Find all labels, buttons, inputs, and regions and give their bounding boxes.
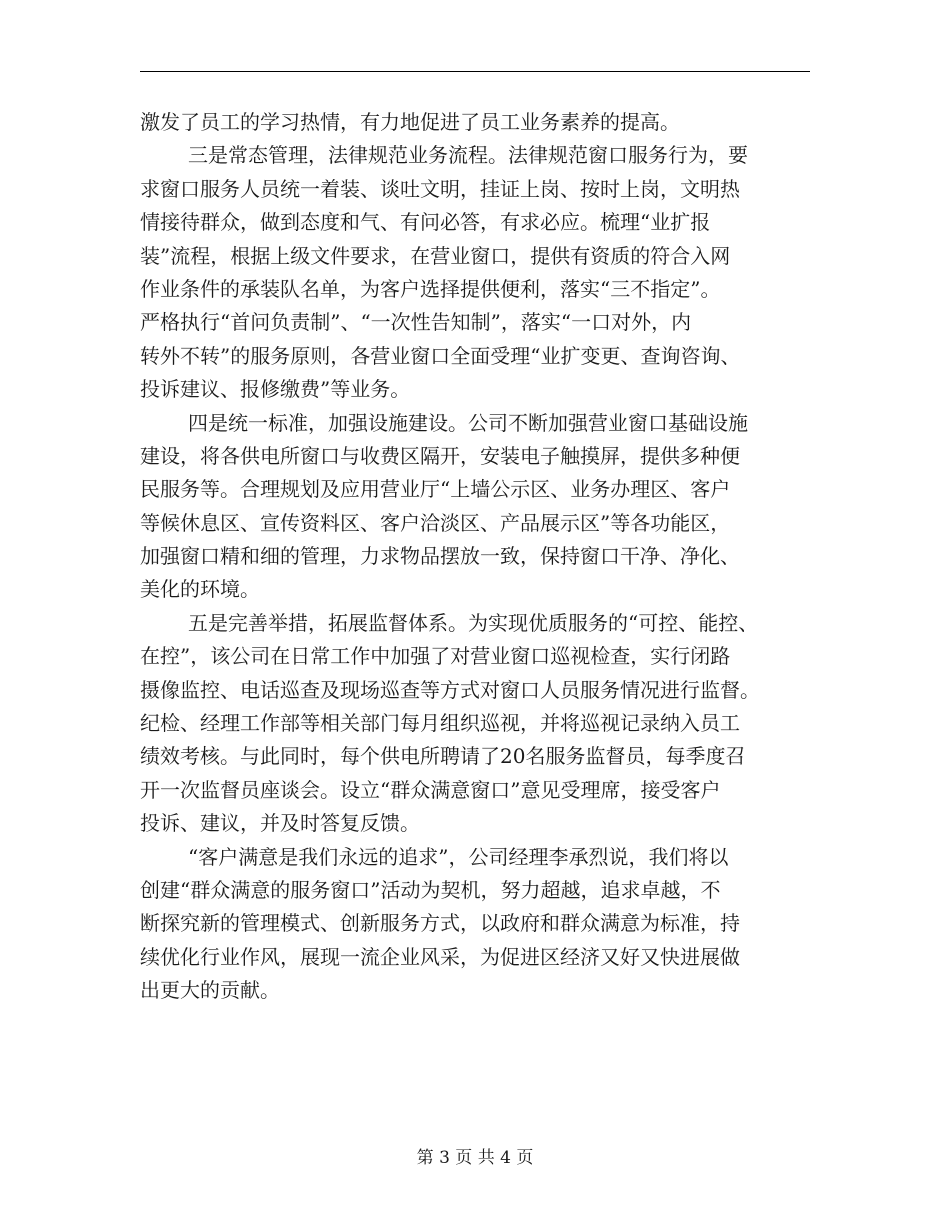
text-line: 美化的环境。 — [140, 577, 260, 602]
text-line: 在控”，该公司在日常工作中加强了对营业窗口巡视检查，实行闭路 — [140, 644, 731, 669]
text-line: 续优化行业作风，展现一流企业风采，为促进区经济又好又快进展做 — [140, 944, 740, 969]
body-text — [140, 106, 810, 1008]
text-line: 民服务等。合理规划及应用营业厅“上墙公示区、业务办理区、客户 — [140, 477, 731, 502]
text-line: 转外不转”的服务原则，各营业窗口全面受理“业扩变更、查询咨询、 — [140, 343, 741, 368]
text-line: 装”流程，根据上级文件要求，在营业窗口，提供有资质的符合入网 — [140, 243, 731, 268]
text-line: 三是常态管理，法律规范业务流程。法律规范窗口服务行为，要 — [188, 143, 748, 168]
text-line: 四是统一标准，加强设施建设。公司不断加强营业窗口基础设施 — [188, 410, 748, 435]
text-line: 断探究新的管理模式、创新服务方式，以政府和群众满意为标准，持 — [140, 911, 740, 936]
text-line: 出更大的贡献。 — [140, 978, 280, 1003]
page-footer: 第 3 页 共 4 页 — [416, 1148, 534, 1168]
text-line: 求窗口服务人员统一着装、谈吐文明，挂证上岗、按时上岗，文明热 — [140, 176, 740, 201]
text-line: 情接待群众，做到态度和气、有问必答，有求必应。梳理“业扩报 — [140, 210, 711, 235]
text-line: 激发了员工的学习热情，有力地促进了员工业务素养的提高。 — [140, 110, 680, 134]
text-line: 摄像监控、电话巡查及现场巡查等方式对窗口人员服务情况进行监督。 — [140, 677, 760, 702]
text-line: 加强窗口精和细的管理，力求物品摆放一致，保持窗口干净、净化、 — [140, 544, 740, 569]
text-line: 投诉建议、报修缴费”等业务。 — [140, 377, 411, 402]
text-line: 作业条件的承装队名单，为客户选择提供便利，落实“三不指定”。 — [140, 276, 721, 301]
header-rule — [140, 71, 810, 72]
text-line: 开一次监督员座谈会。设立“群众满意窗口”意见受理席，接受客户 — [140, 777, 721, 802]
text-line: 绩效考核。与此同时，每个供电所聘请了20名服务监督员，每季度召 — [140, 744, 746, 769]
text-line: 等候休息区、宣传资料区、客户洽淡区、产品展示区”等各功能区， — [140, 510, 731, 535]
text-line: 建设，将各供电所窗口与收费区隔开，安装电子触摸屏，提供多种便 — [140, 443, 740, 468]
text-line: 投诉、建议，并及时答复反馈。 — [140, 811, 420, 836]
text-line: 严格执行“首问负责制”、“一次性告知制”，落实“一口对外，内 — [140, 310, 692, 335]
text-line: “客户满意是我们永远的追求”，公司经理李承烈说，我们将以 — [188, 844, 729, 869]
text-line: 创建“群众满意的服务窗口”活动为契机，努力超越，追求卓越，不 — [140, 877, 721, 902]
text-line: 纪检、经理工作部等相关部门每月组织巡视，并将巡视记录纳入员工 — [140, 711, 740, 736]
text-line: 五是完善举措，拓展监督体系。为实现优质服务的“可控、能控、 — [188, 610, 759, 635]
